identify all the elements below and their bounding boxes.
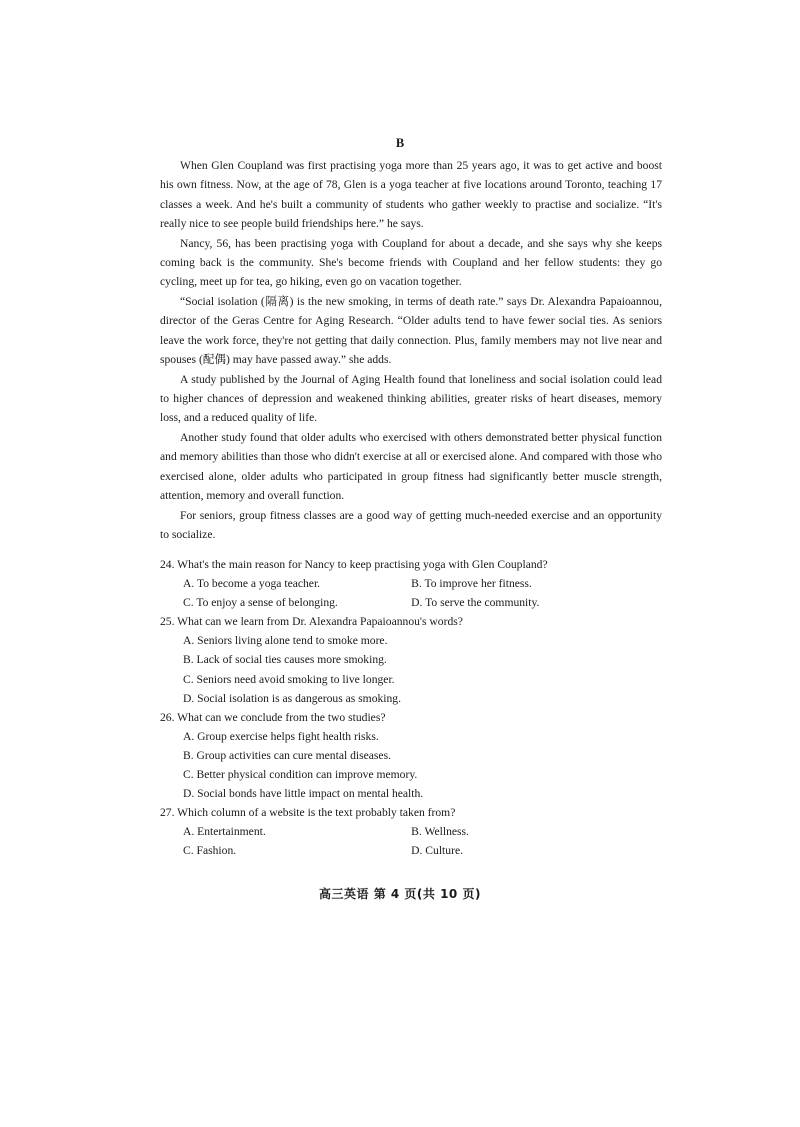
option-d: D. Social isolation is as dangerous as smoking. (183, 691, 402, 705)
passage-paragraph: For seniors, group fitness classes are a good way of getting much-needed exercise and an opportunity to socialize. (160, 508, 662, 542)
question-26 (160, 708, 662, 803)
option-a: A. Entertainment. (183, 825, 266, 839)
option-c: C. Better physical condition can improve memory. (183, 768, 418, 782)
option-d: D. To serve the community. (411, 596, 540, 610)
option-d: D. Social bonds have little impact on mental health. (183, 787, 424, 801)
option-a: A. To become a yoga teacher. (183, 577, 321, 591)
reading-passage (160, 156, 662, 545)
option-b: B. Lack of social ties causes more smoking. (183, 653, 387, 667)
option-b: B. Wellness. (411, 825, 469, 839)
question-list (160, 555, 662, 861)
question-stem: 26. What can we conclude from the two studies? (160, 710, 386, 724)
option-b: B. To improve her fitness. (411, 577, 532, 591)
passage-paragraph: A study published by the Journal of Aging Health found that loneliness and social isolation could lead to higher chances of depression and weakened thinking abilities, greater risks of heart diseases, memory loss, and a reduced quality of life. (160, 372, 662, 425)
question-stem: 27. Which column of a website is the text probably taken from? (160, 806, 456, 820)
question-25 (160, 612, 662, 707)
question-27 (160, 803, 662, 860)
section-label: B (395, 136, 405, 150)
page-footer: 高三英语 第 4 页(共 10 页) (319, 887, 481, 901)
question-stem: 24. What's the main reason for Nancy to keep practising yoga with Glen Coupland? (160, 558, 548, 571)
passage-paragraph: Nancy, 56, has been practising yoga with Coupland for about a decade, and she says why she keeps coming back is the community. She's become friends with Coupland and her fellow students: they go cycling, meet up for tea, go hiking, even go on vacation together. (160, 236, 662, 289)
passage-paragraph: “Social isolation (隔离) is the new smoking, in terms of death rate.” says Dr. Alexandra Papaioannou, director of the Geras Centre for Aging Research. “Older adults tend to have fewer social ties. As seniors leave the work force, they're not getting that daily connection. Plus, family members may not live near and spouses (配偶) may have passed away.” she adds. (160, 295, 662, 366)
question-stem: 25. What can we learn from Dr. Alexandra Papaioannou's words? (160, 615, 463, 629)
passage-paragraph: Another study found that older adults who exercised with others demonstrated better physical function and memory abilities than those who didn't exercise at all or exercised alone. And compared with those who exercised alone, older adults who participated in group fitness had significantly better muscle strength, attention, memory and overall function. (160, 431, 662, 503)
option-c: C. Seniors need avoid smoking to live longer. (183, 672, 395, 686)
option-c: C. To enjoy a sense of belonging. (183, 596, 338, 610)
option-b: B. Group activities can cure mental diseases. (183, 748, 391, 762)
option-a: A. Group exercise helps fight health risks. (183, 729, 379, 743)
option-c: C. Fashion. (183, 844, 237, 858)
passage-paragraph: When Glen Coupland was first practising yoga more than 25 years ago, it was to get active and boost his own fitness. Now, at the age of 78, Glen is a yoga teacher at five locations around Toronto, teaching 17 classes a week. And he's built a community of students who gather weekly to practise and socialize. “It's really nice to see people build friendships here.” he says. (160, 159, 662, 230)
question-24 (160, 555, 662, 612)
option-a: A. Seniors living alone tend to smoke more. (183, 634, 388, 648)
option-d: D. Culture. (411, 844, 463, 858)
